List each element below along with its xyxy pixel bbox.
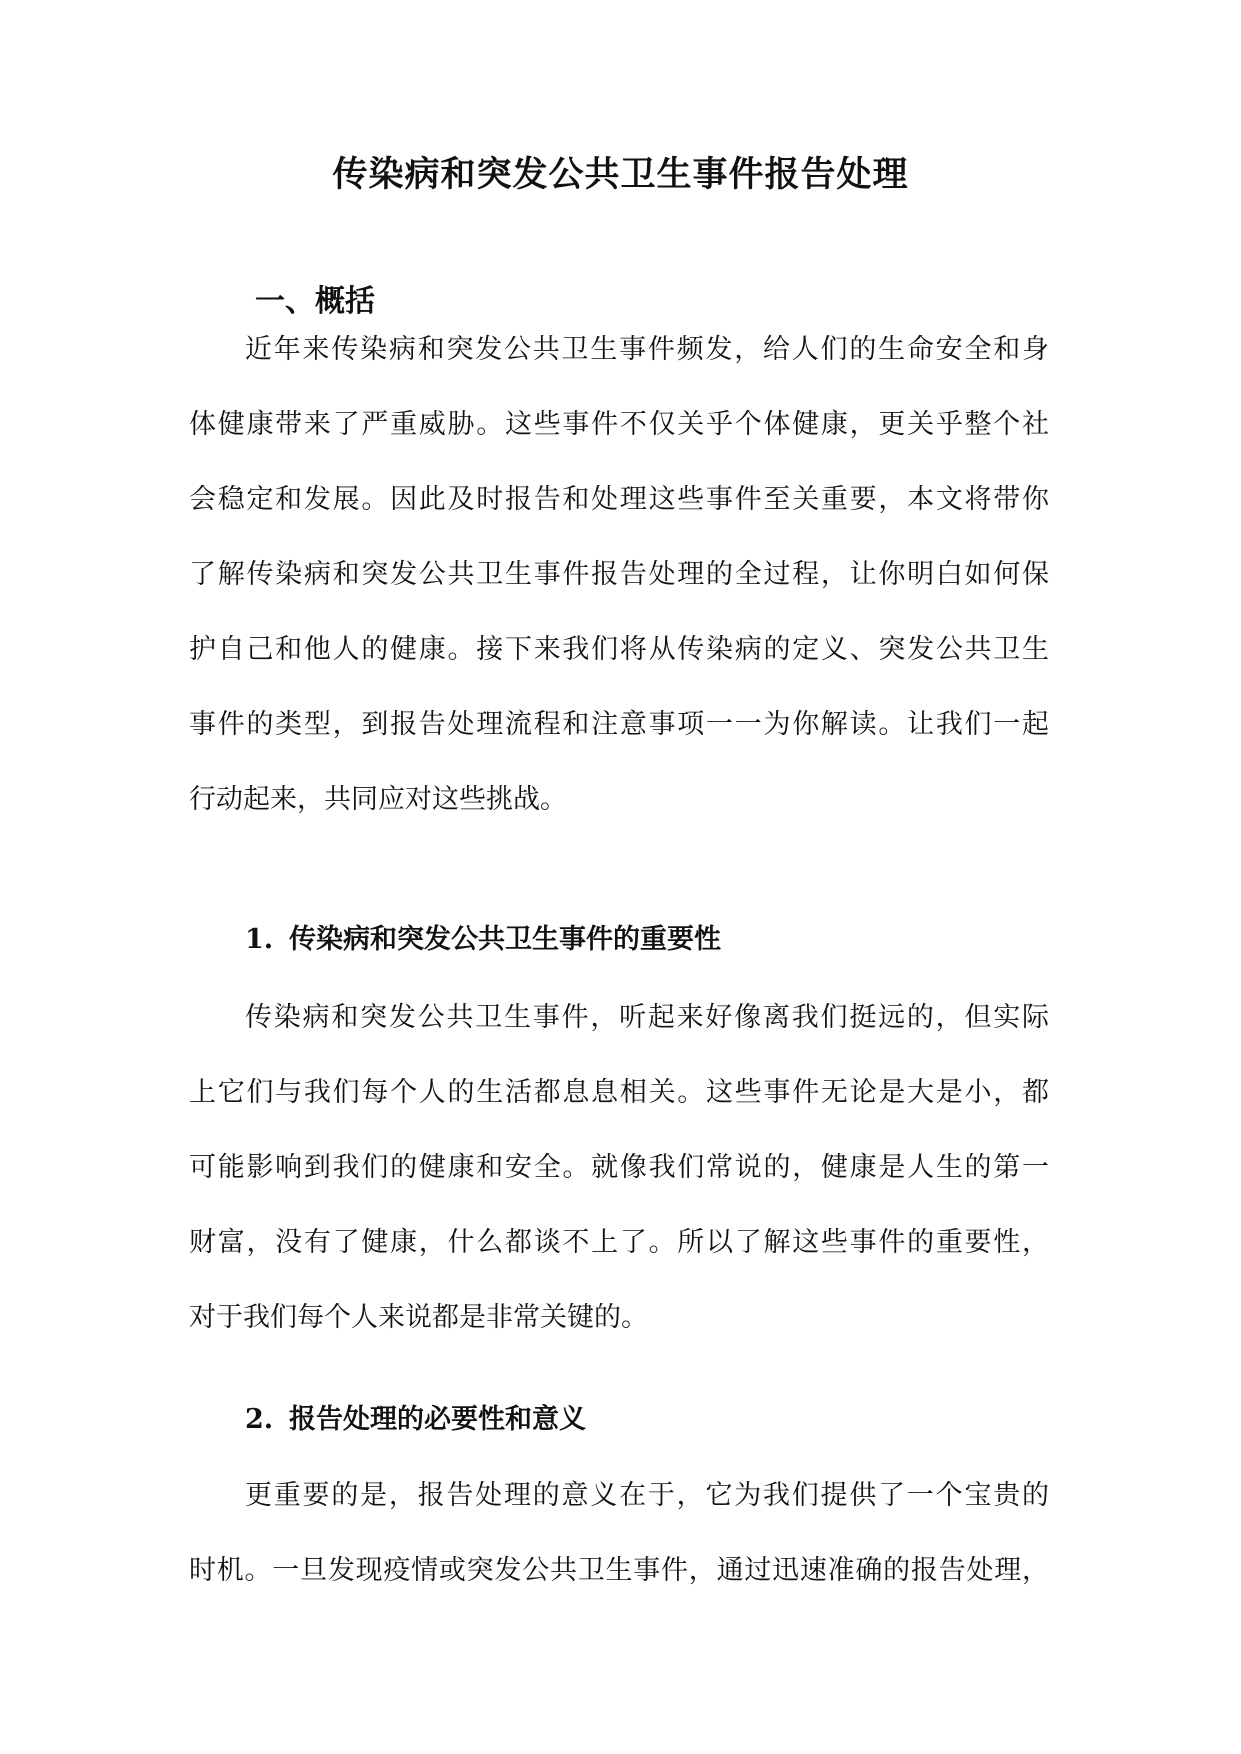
paragraph-line: 更重要的是，报告处理的意义在于，它为我们提供了一个宝贵的: [245, 1480, 1049, 1511]
paragraph-line: 对于我们每个人来说都是非常关键的。: [189, 1302, 648, 1333]
subsection-heading-importance: [245, 920, 721, 960]
paragraph-line: 了解传染病和突发公共卫生事件报告处理的全过程，让你明白如何保: [189, 559, 1049, 590]
paragraph-line: 上它们与我们每个人的生活都息息相关。这些事件无论是大是小，都: [189, 1077, 1049, 1108]
subsection-heading-text: 传染病和突发公共卫生事件的重要性: [289, 924, 721, 955]
subsection-number: 2.: [245, 1404, 274, 1435]
paragraph-line: 行动起来，共同应对这些挑战。: [189, 784, 567, 815]
paragraph-line: 体健康带来了严重威胁。这些事件不仅关乎个体健康，更关乎整个社: [189, 409, 1049, 440]
paragraph-line: 传染病和突发公共卫生事件，听起来好像离我们挺远的，但实际: [245, 1002, 1049, 1033]
paragraph-line: 可能影响到我们的健康和安全。就像我们常说的，健康是人生的第一: [189, 1152, 1049, 1183]
subsection-heading-necessity: [245, 1400, 586, 1440]
paragraph-line: 护自己和他人的健康。接下来我们将从传染病的定义、突发公共卫生: [189, 634, 1049, 665]
paragraph-necessity: [189, 1458, 1049, 1608]
section-heading-overview: 一、概括: [255, 284, 375, 319]
paragraph-line: 事件的类型，到报告处理流程和注意事项一一为你解读。让我们一起: [189, 709, 1049, 740]
paragraph-line: 财富，没有了健康，什么都谈不上了。所以了解这些事件的重要性，: [189, 1227, 1049, 1258]
subsection-heading-text: 报告处理的必要性和意义: [289, 1404, 586, 1435]
document-title: 传染病和突发公共卫生事件报告处理: [332, 154, 909, 195]
paragraph-line: 时机。一旦发现疫情或突发公共卫生事件，通过迅速准确的报告处理，: [189, 1555, 1049, 1586]
paragraph-overview: [189, 312, 1049, 837]
subsection-number: 1.: [245, 924, 274, 955]
paragraph-line: 近年来传染病和突发公共卫生事件频发，给人们的生命安全和身: [245, 334, 1049, 365]
paragraph-importance: [189, 980, 1049, 1355]
paragraph-line: 会稳定和发展。因此及时报告和处理这些事件至关重要，本文将带你: [189, 484, 1049, 515]
